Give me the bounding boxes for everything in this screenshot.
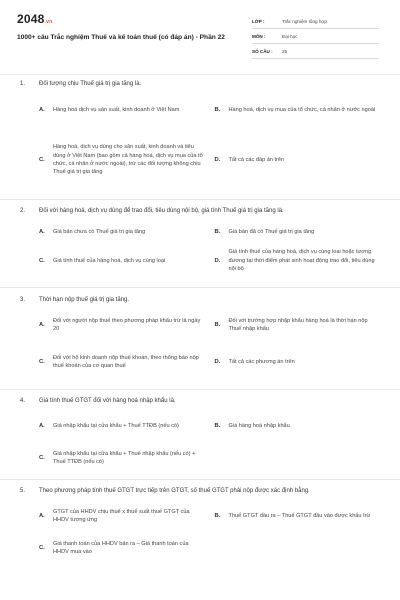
option-a[interactable]	[39, 311, 205, 339]
option-b[interactable]	[215, 311, 381, 339]
question-stem: Theo phương pháp tính thuế GTGT trực tiếp trên GTGT, số thuế GTGT phải nộp được xác định bằng.	[39, 488, 310, 494]
question-stem: Đối tượng chịu Thuế giá trị gia tăng là.	[39, 81, 142, 87]
option-c[interactable]	[39, 444, 205, 472]
question-text	[20, 397, 380, 406]
option-b[interactable]	[215, 97, 381, 123]
question-number: 5.	[20, 488, 26, 494]
option-d[interactable]	[215, 343, 381, 381]
option-b[interactable]	[215, 502, 381, 530]
option-text: Đối với trường hợp nhập khẩu hàng hoá là thời hạn nộp Thuế nhập khẩu	[228, 317, 368, 332]
option-letter: C.	[39, 454, 45, 461]
option-c[interactable]	[39, 343, 205, 381]
question-text	[20, 296, 380, 305]
option-text: GTGT của HHDV chịu thuế x thuế suất thuế GTGT của HHDV tương ứng	[53, 508, 190, 523]
option-letter: A.	[39, 422, 45, 429]
meta-table	[252, 14, 379, 59]
option-a[interactable]	[39, 412, 205, 440]
option-letter: C.	[39, 358, 45, 365]
option-list	[20, 412, 380, 472]
option-letter: B.	[214, 106, 221, 113]
option-text: Hàng hoá, dịch vụ dùng cho sản xuất, kinh doanh và tiêu dùng ở Việt Nam (bao gồm cả hàng hoá, dịch vụ mua của tổ chức, cá nhân ở nước ngoài), trừ các đối tượng không chịu Thuế giá trị gia tăng	[53, 144, 203, 176]
option-letter: A.	[39, 512, 45, 519]
option-a[interactable]	[39, 222, 205, 242]
document-title: 1000+ câu Trắc nghiệm Thuế và kế toán thuế (có đáp án) - Phần 22	[17, 34, 225, 41]
question-text	[20, 487, 380, 496]
option-d[interactable]	[215, 534, 381, 562]
meta-label: LỚP :	[252, 18, 265, 24]
option-text: Tất cả các phương án trên	[228, 358, 295, 365]
option-list	[20, 97, 380, 191]
question-3	[0, 288, 400, 381]
meta-label: SỐ CÂU :	[252, 48, 273, 54]
question-text	[20, 207, 380, 216]
option-text: Đối với người nộp thuế theo phương pháp khấu trừ là ngày 20	[53, 317, 201, 332]
option-letter: B.	[214, 512, 221, 519]
option-c[interactable]	[39, 242, 205, 280]
option-text: Thuế GTGT đầu ra – Thuế GTGT đầu vào được khấu trừ	[228, 512, 371, 519]
option-list	[20, 222, 380, 280]
option-d[interactable]	[215, 444, 381, 472]
question-number: 2.	[20, 208, 26, 214]
question-2	[0, 200, 400, 280]
option-letter: B.	[214, 422, 221, 429]
question-number: 1.	[20, 81, 26, 87]
option-text: Giá thanh toán của HHDV bán ra – Giá thanh toán của HHDV mua vào	[53, 540, 189, 555]
meta-row-subject	[252, 29, 379, 44]
option-letter: A.	[39, 106, 45, 113]
option-letter: D.	[214, 156, 221, 163]
meta-row-count	[252, 44, 379, 59]
meta-value: Đại học	[282, 33, 298, 39]
option-text: Hàng hoá dịch vụ sản xuất, kinh doanh ở Việt Nam	[53, 106, 180, 113]
logo-suffix: .vn	[44, 19, 53, 25]
option-text: Đối với hộ kinh doanh nộp thuế khoán, theo thông báo nộp thuế khoán của cơ quan thuế	[53, 354, 199, 369]
question-number: 4.	[20, 398, 26, 404]
question-5	[0, 480, 400, 562]
option-text: Giá tính thuế của hàng hoá, dịch vụ cùng loại hoặc tương đương tại thời điểm phát sinh hoạt động trao đổi, tiêu dùng nội bộ	[228, 249, 375, 273]
option-b[interactable]	[215, 222, 381, 242]
question-number: 3.	[20, 297, 26, 303]
option-text: Giá tính thuế của hàng hoá, dịch vụ cùng loại	[53, 257, 166, 264]
option-text: Hàng hoá, dịch vụ mua của tổ chức, cá nhân ở nước ngoài	[228, 106, 376, 113]
option-text: Giá nhập khẩu tại cửa khẩu + Thuế TTĐB (nếu có)	[53, 422, 179, 429]
option-letter: A.	[39, 228, 45, 235]
option-letter: C.	[39, 257, 45, 264]
logo-text: 2048	[17, 12, 45, 26]
question-list	[0, 78, 400, 562]
option-list	[20, 502, 380, 562]
option-text: Giá bán chưa có Thuế giá trị gia tăng	[53, 228, 146, 235]
option-a[interactable]	[39, 97, 205, 123]
question-1	[0, 78, 400, 191]
option-letter: C.	[39, 156, 45, 163]
meta-row-class	[252, 14, 379, 29]
option-c[interactable]	[39, 534, 205, 562]
option-a[interactable]	[39, 502, 205, 530]
question-stem: Thời hạn nộp thuế giá trị gia tăng.	[39, 297, 129, 303]
option-letter: D.	[214, 257, 221, 264]
question-text	[20, 80, 380, 89]
option-letter: D.	[214, 358, 221, 365]
option-letter: B.	[214, 321, 221, 328]
option-d[interactable]	[215, 242, 381, 280]
question-stem: Giá tính thuế GTGT đối với hàng hoá nhập khẩu là.	[39, 398, 176, 404]
option-text: Tất cả các đáp án trên	[228, 156, 285, 163]
option-letter: A.	[39, 321, 45, 328]
option-b[interactable]	[215, 412, 381, 440]
option-d[interactable]	[215, 129, 381, 191]
option-text: Giá bán đã có Thuế giá trị gia tăng	[228, 228, 315, 235]
option-list	[20, 311, 380, 381]
meta-label: MÔN :	[252, 33, 266, 39]
site-logo[interactable]	[17, 12, 52, 26]
option-letter: C.	[39, 544, 45, 551]
option-text: Giá nhập khẩu tại cửa khẩu + Thuế nhập khẩu (nếu có) + Thuế TTĐB (nếu có)	[53, 450, 196, 465]
option-c[interactable]	[39, 129, 205, 191]
question-stem: Đối với hàng hoá, dịch vụ dùng để trao đổi, tiêu dùng nội bộ, giá tính Thuế giá trị gia tăng là.	[39, 208, 284, 214]
option-letter: B.	[214, 228, 221, 235]
option-text: Giá hàng hoá nhập khẩu	[228, 422, 290, 429]
meta-value: Trắc nghiệm tổng hợp	[282, 18, 327, 24]
question-4	[0, 390, 400, 472]
header-divider	[0, 74, 400, 75]
meta-value: 25	[282, 48, 288, 54]
page-header	[0, 0, 400, 70]
